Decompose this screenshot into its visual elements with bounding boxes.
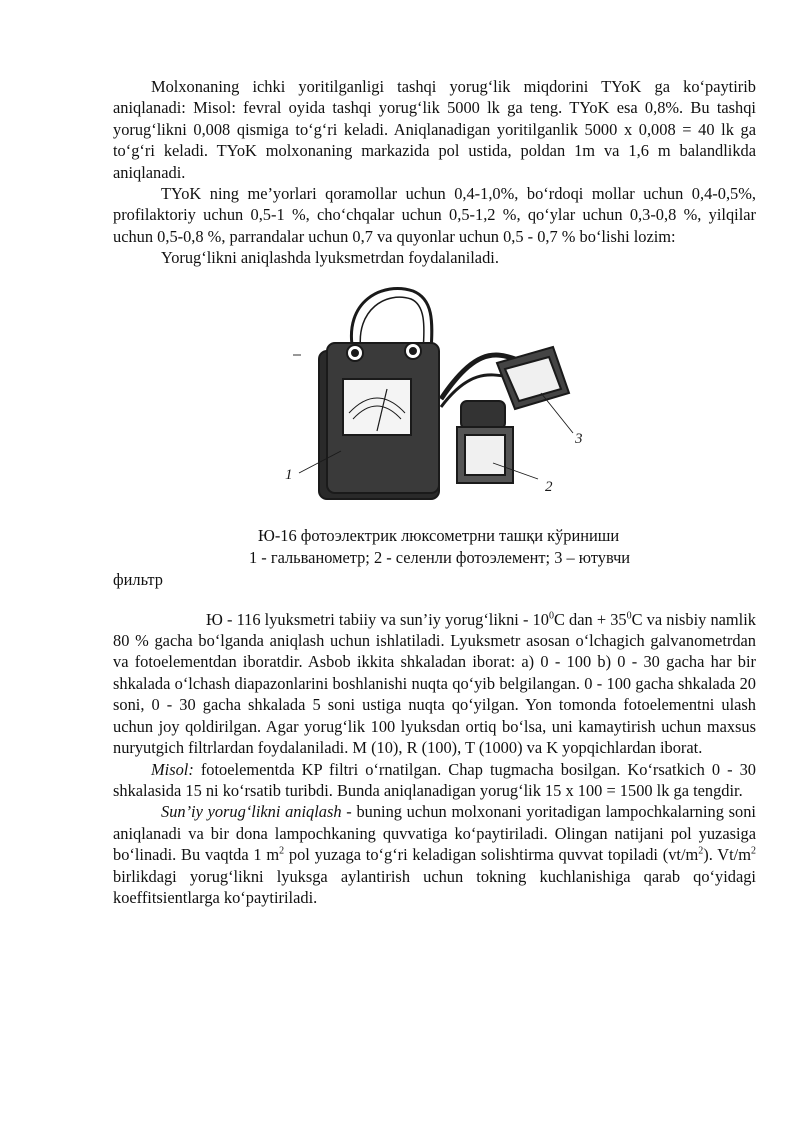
label-photocell: 2 [545, 478, 553, 495]
paragraph-tyok-norms: TYoK ning me’yorlari qoramollar uchun 0,4-1,0%, bo‘rdoqi mollar uchun 0,4-0,5%, profilaktoriy uchun 0,5-1 %, cho‘chqalar uchun 0,5-1,2 %, qo‘ylar uchun 0,3-0,8 %, yilqilar uchun 0,5-0,8 %, parrandalar uchun 0,7 va quyonlar uchun 0,5 - 0,7 % bo‘lishi lozim: [113, 184, 756, 246]
document-page [113, 76, 756, 908]
figure-caption-legend-cont: фильтр [113, 569, 163, 589]
paragraph-artificial-light: Sun’iy yorug‘likni aniqlash - buning uchun molxonani yoritadigan lampochkalarning soni aniqlanadi va bir dona lampochkaning quvvatiga ko‘paytiriladi. Olingan natijani pol yuzasiga bo‘linadi. Bu vaqtda 1 $m^2$ pol yuzaga to‘g‘ri keladigan solishtirma quvvat topiladi $(vt/m^2)$. $Vt/m^2$ birlikdagi yorug‘likni lyuksga aylantirish uchun tokning kuchlanishiga qarab qo‘yidagi koeffitsientlarga ko‘paytiriladi. [113, 802, 756, 907]
figure-caption-title: Ю-16 фотоэлектрик люксометрни ташқи кўриниши [258, 525, 620, 545]
luxmeter-drawing [283, 281, 593, 521]
paragraph-luxmeter-description: Ю - 116 lyuksmetri tabiiy va sun’iy yorug‘likni - $10^0C$ dan + $35^0C$ va nisbiy namlik 80 % gacha bo‘lganda aniqlash uchun ishlatiladi. Lyuksmetr asosan o‘lchagich galvanometrdan va fotoelementdan iboratdir. Asbob ikkita shkaladan iborat: a) 0 - 100 b) 0 - 30 gacha har bir shkalada o‘lchash diapazonlarini boshlanishi nuqta qo‘yib belgilangan. 0 - 100 gacha shkalada 20 soni, 0 - 30 gacha shkalada 5 soni ustiga nuqta qo‘yilgan. Yon tomonda fotoelementni ulash uchun joy qoldirilgan. Agar yorug‘lik 100 lyuksdan ortiq bo‘lsa, uni kamaytirish uchun maxsus nuryutgich filtrlardan foydalaniladi. M (10), R (100), T (1000) va K yopqichlardan iborat. [113, 609, 756, 758]
figure-caption-legend: 1 - гальванометр; 2 - селенли фотоэлемент; 3 – ютувчи [249, 547, 631, 567]
label-filter: 3 [575, 430, 583, 447]
paragraph-luxmeter-intro: Yorug‘likni aniqlashda lyuksmetrdan foydalaniladi. [161, 248, 499, 268]
luxmeter-figure [113, 281, 756, 521]
label-galvanometer: 1 [285, 466, 293, 483]
paragraph-illumination-calc: Molxonaning ichki yoritilganligi tashqi yorug‘lik miqdorini TYoK ga ko‘paytirib aniqlanadi: Misol: fevral oyida tashqi yorug‘lik 5000 lk ga teng. TYoK esa 0,8%. Bu tashqi yorug‘likni 0,008 qismiga to‘g‘ri keladi. Aniqlanadigan yoritilganlik 5000 x 0,008 = 40 lk ga to‘g‘ri keladi. TYoK molxonaning markazida pol ustida, poldan 1m va 1,6 m balandlikda aniqlanadi. [113, 77, 756, 182]
paragraph-example: Misol: fotoelementda KP filtri o‘rnatilgan. Chap tugmacha bosilgan. Ko‘rsatkich 0 - 30 shkalasida 15 ni ko‘rsatib turibdi. Bunda aniqlanadigan yorug‘lik 15 x 100 = 1500 lk ga tengdir. [113, 759, 756, 800]
